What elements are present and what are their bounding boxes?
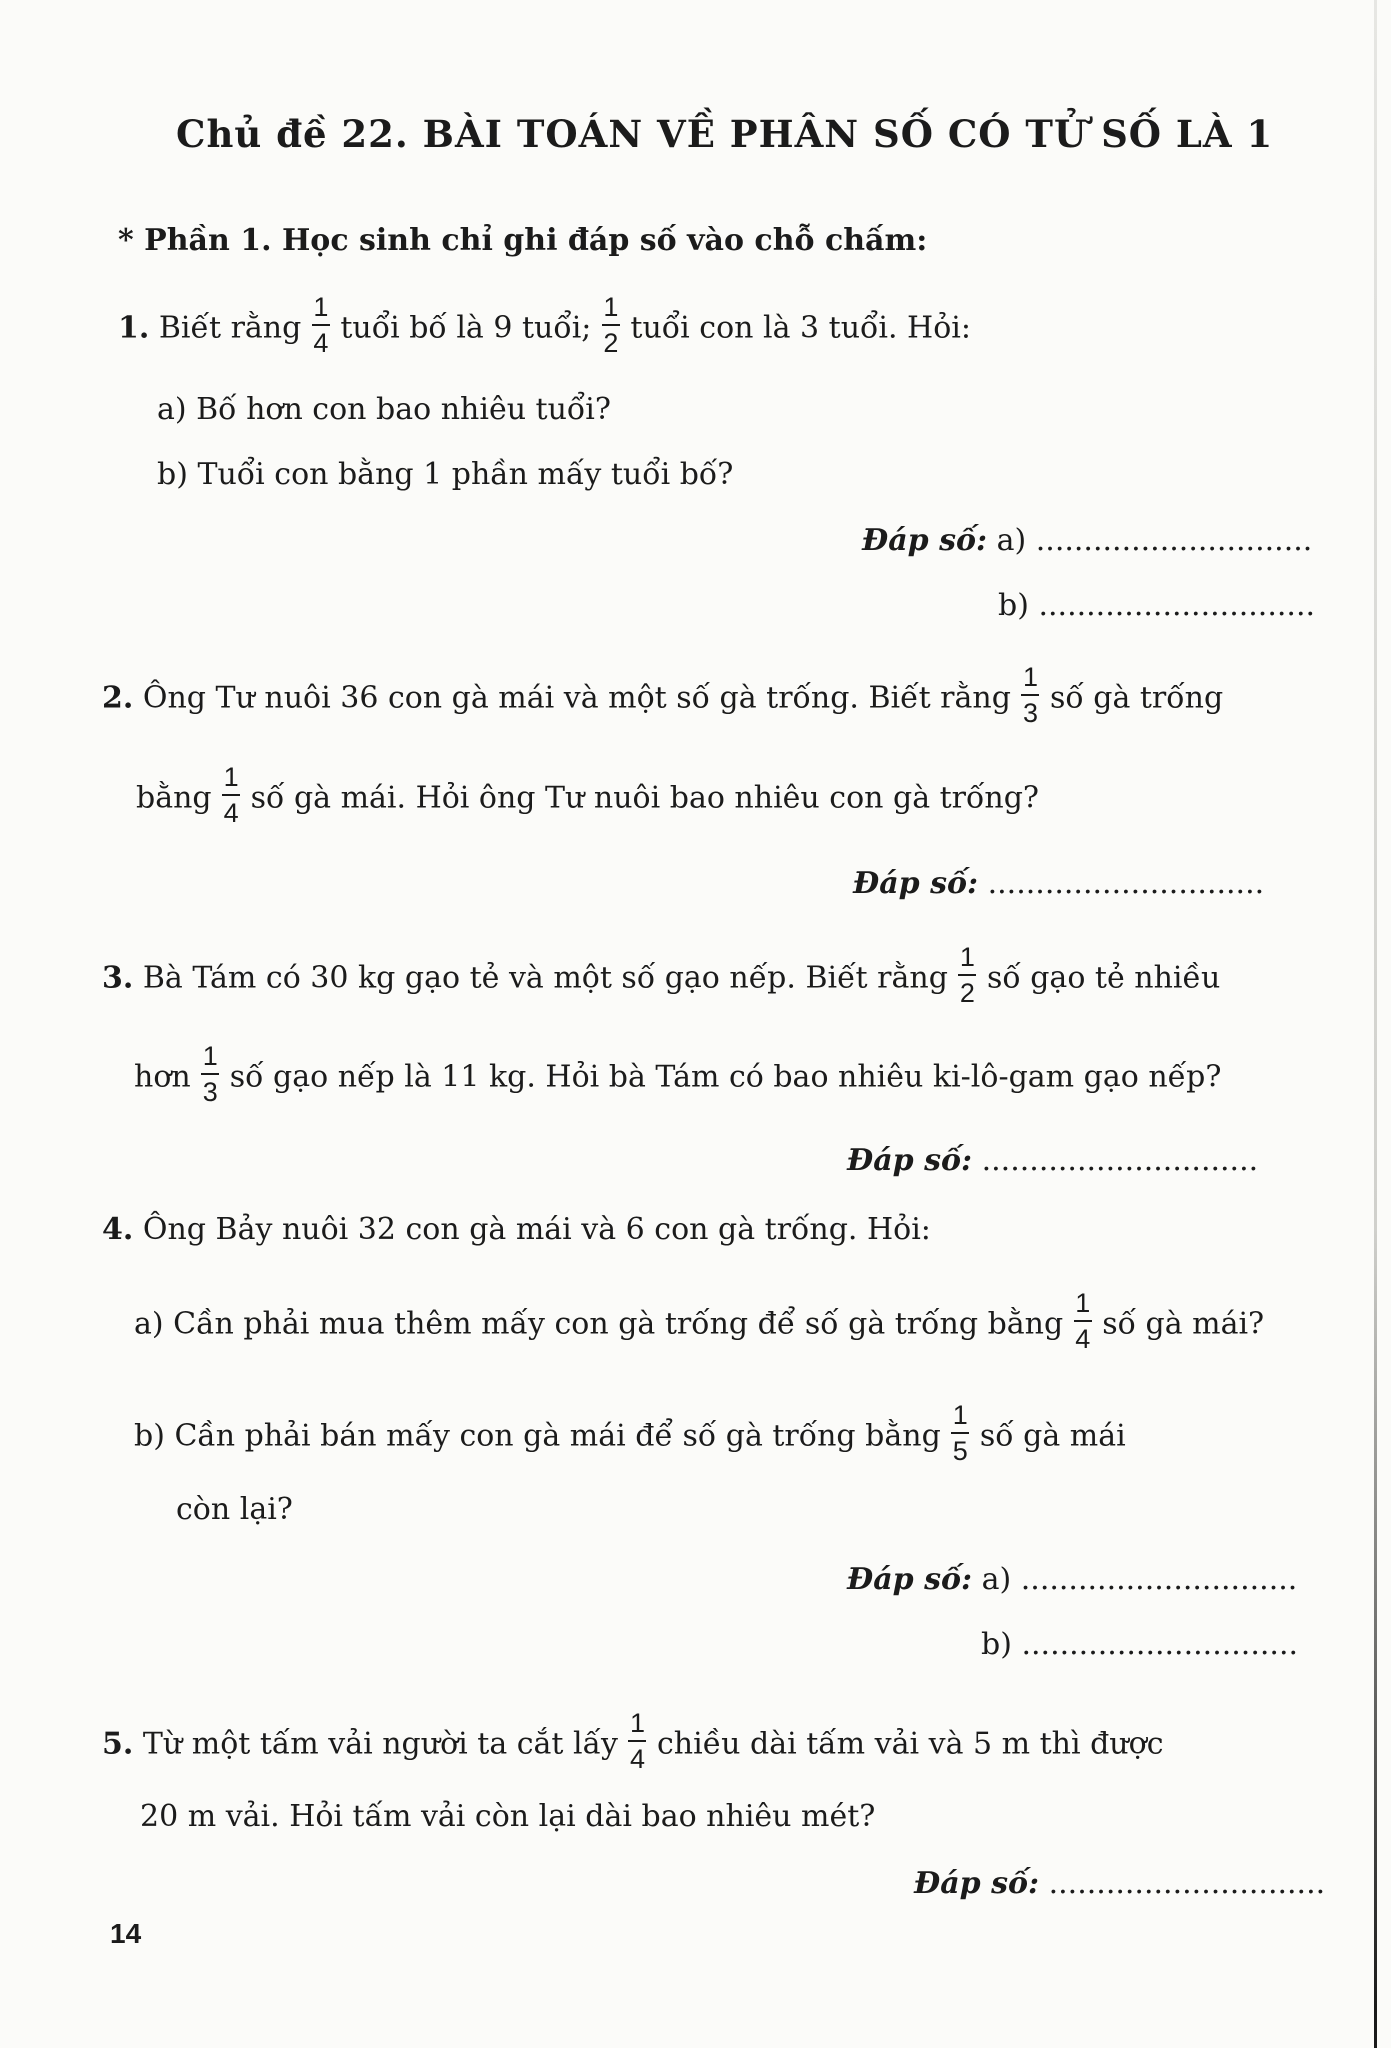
section-heading: * Phần 1. Học sinh chỉ ghi đáp số vào chỗ chấm:	[118, 223, 928, 258]
answer-blank[interactable]: .............................	[1021, 1627, 1299, 1662]
page-title: Chủ đề 22. BÀI TOÁN VỀ PHÂN SỐ CÓ TỬ SỐ LÀ 1	[176, 112, 1274, 156]
question-4-part-b: b) Cần phải bán mấy con gà mái để số gà trống bằng $\frac{1}{5}$ số gà mái	[134, 1400, 1126, 1466]
answer-label: Đáp số:	[862, 523, 988, 558]
answer-line-5	[914, 1866, 1325, 1901]
answer-blank[interactable]: .............................	[1035, 523, 1313, 558]
answer-line-2	[853, 866, 1264, 901]
answer-line-4a: Đáp số: a) .............................	[847, 1562, 1298, 1597]
question-text: số gạo tẻ nhiều	[986, 960, 1221, 996]
fraction: $\frac{1}{4}$	[629, 1708, 645, 1774]
fraction: $\frac{1}{2}$	[603, 292, 619, 358]
question-text: Biết rằng	[158, 310, 302, 346]
question-4-part-a: a) Cần phải mua thêm mấy con gà trống để số gà trống bằng $\frac{1}{4}$ số gà mái?	[134, 1288, 1265, 1354]
question-1-part-b: b) Tuổi con bằng 1 phần mấy tuổi bố?	[157, 457, 734, 492]
answer-line-1b: b) .............................	[998, 588, 1316, 623]
answer-blank[interactable]: .............................	[1038, 588, 1316, 623]
fraction: $\frac{1}{4}$	[1075, 1288, 1091, 1354]
answer-label: Đáp số:	[847, 1562, 973, 1597]
answer-line-4b: b) .............................	[981, 1627, 1299, 1662]
question-3-line-1	[102, 942, 1221, 1011]
fraction: $\frac{1}{5}$	[952, 1400, 968, 1466]
answer-label: Đáp số:	[853, 866, 979, 901]
fraction: $\frac{1}{3}$	[1022, 662, 1038, 728]
question-3-line-2: hơn $\frac{1}{3}$ số gạo nếp là 11 kg. Hỏi bà Tám có bao nhiêu ki-lô-gam gạo nếp?	[134, 1041, 1222, 1107]
answer-blank[interactable]: .............................	[1048, 1866, 1326, 1901]
answer-blank[interactable]: .............................	[1020, 1562, 1298, 1597]
question-text: chiều dài tấm vải và 5 m thì được	[656, 1726, 1164, 1762]
page-edge	[1374, 0, 1377, 2048]
question-text: Ông Bảy nuôi 32 con gà mái và 6 con gà trống. Hỏi:	[142, 1212, 931, 1247]
answer-label: Đáp số:	[914, 1866, 1040, 1901]
question-5-line-2: 20 m vải. Hỏi tấm vải còn lại dài bao nhiêu mét?	[140, 1799, 876, 1834]
question-number: 5.	[102, 1726, 134, 1762]
question-number: 3.	[102, 960, 134, 996]
answer-blank[interactable]: .............................	[981, 1143, 1259, 1178]
question-text: tuổi con là 3 tuổi. Hỏi:	[630, 310, 971, 346]
question-number: 1.	[118, 310, 150, 346]
question-number: 4.	[102, 1212, 134, 1247]
fraction: $\frac{1}{2}$	[959, 942, 975, 1008]
question-4-line-1	[102, 1212, 931, 1247]
question-5-line-1	[102, 1708, 1164, 1777]
fraction: $\frac{1}{3}$	[202, 1041, 218, 1107]
question-1-part-a: a) Bố hơn con bao nhiêu tuổi?	[157, 392, 611, 427]
answer-label: Đáp số:	[847, 1143, 973, 1178]
question-text: tuổi bố là 9 tuổi;	[340, 310, 592, 346]
page-number: 14	[110, 1918, 142, 1949]
question-number: 2.	[102, 680, 134, 716]
question-2-line-2: bằng $\frac{1}{4}$ số gà mái. Hỏi ông Tư nuôi bao nhiêu con gà trống?	[136, 762, 1039, 828]
fraction: $\frac{1}{4}$	[313, 292, 329, 358]
question-text: Từ một tấm vải người ta cắt lấy	[142, 1726, 618, 1762]
question-text: Bà Tám có 30 kg gạo tẻ và một số gạo nếp. Biết rằng	[142, 960, 948, 996]
answer-blank[interactable]: .............................	[987, 866, 1265, 901]
question-4-part-b-cont: còn lại?	[176, 1492, 293, 1527]
fraction: $\frac{1}{4}$	[223, 762, 239, 828]
answer-line-3	[847, 1143, 1258, 1178]
question-1-line-1	[118, 292, 971, 361]
answer-line-1a: Đáp số: a) .............................	[862, 523, 1313, 558]
question-2-line-1	[102, 662, 1224, 731]
question-text: Ông Tư nuôi 36 con gà mái và một số gà trống. Biết rằng	[142, 680, 1011, 716]
question-text: số gà trống	[1049, 680, 1224, 716]
